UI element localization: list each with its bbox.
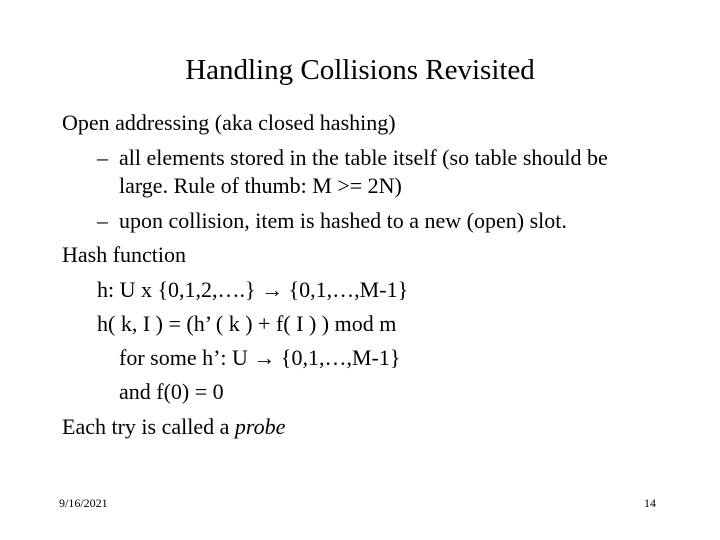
sub-bullet-upon-collision: upon collision, item is hashed to a new (open) slot. (119, 208, 567, 233)
bullet-hash-function: Hash function (62, 242, 187, 267)
bullet-open-addressing: Open addressing (aka closed hashing) (62, 110, 396, 135)
probe-term: probe (234, 414, 286, 439)
formula-f-zero: and f(0) = 0 (119, 379, 224, 404)
formula-hash-signature: h: U x {0,1,2,….} → {0,1,…,M-1} (97, 277, 409, 302)
sub-bullet-all-elements: all elements stored in the table itself (so table should be (119, 145, 608, 170)
bullet-probe-text: Each try is called a (62, 414, 235, 439)
bullet-probe (62, 414, 285, 440)
footer-date: 9/16/2021 (59, 496, 108, 510)
formula-hash-definition: h( k, I ) = (h’ ( k ) + f( I ) ) mod m (97, 311, 397, 336)
sub-bullet-rule-of-thumb: large. Rule of thumb: M >= 2N) (119, 173, 402, 198)
footer-page-number: 14 (644, 496, 656, 510)
dash-bullet-1: – (97, 145, 108, 170)
dash-bullet-2: – (97, 208, 108, 233)
slide-title: Handling Collisions Revisited (185, 54, 535, 86)
formula-base-hash: for some h’: U → {0,1,…,M-1} (119, 345, 401, 370)
